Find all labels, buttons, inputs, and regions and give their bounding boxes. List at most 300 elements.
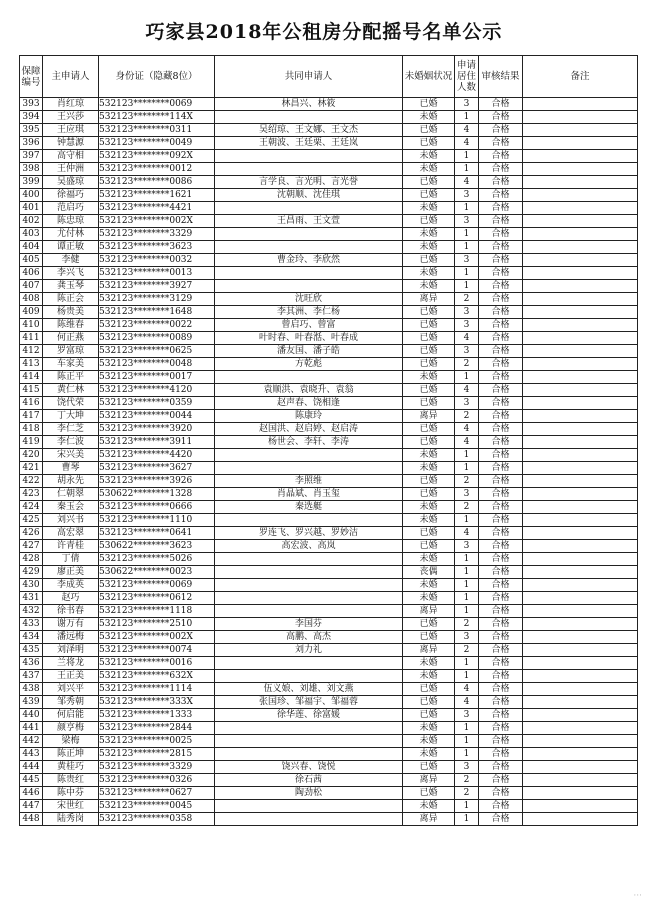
cell-result: 合格: [479, 163, 523, 176]
cell-count: 3: [455, 319, 479, 332]
cell-co-applicant: 李其洲、李仁杨: [215, 306, 403, 319]
cell-id: 532123********3329: [99, 228, 215, 241]
cell-marriage: 已婚: [403, 189, 455, 202]
table-row: [20, 657, 638, 670]
cell-note: [523, 358, 638, 371]
cell-marriage: 未婚: [403, 202, 455, 215]
cell-marriage: 未婚: [403, 800, 455, 813]
cell-id: 532123********092X: [99, 150, 215, 163]
cell-count: 4: [455, 332, 479, 345]
cell-id: 532123********0032: [99, 254, 215, 267]
cell-result: 合格: [479, 735, 523, 748]
table-row: [20, 384, 638, 397]
table-row: [20, 605, 638, 618]
cell-applicant: 谢万有: [43, 618, 99, 631]
cell-co-applicant: [215, 813, 403, 826]
cell-no: 412: [20, 345, 43, 358]
cell-applicant: 何启能: [43, 709, 99, 722]
cell-note: [523, 163, 638, 176]
cell-no: 399: [20, 176, 43, 189]
cell-marriage: 未婚: [403, 670, 455, 683]
cell-note: [523, 657, 638, 670]
cell-co-applicant: 罗连飞、罗兴越、罗妙洁: [215, 527, 403, 540]
cell-count: 1: [455, 150, 479, 163]
cell-id: 532123********0049: [99, 137, 215, 150]
cell-count: 4: [455, 124, 479, 137]
table-row: [20, 111, 638, 124]
table-row: [20, 280, 638, 293]
table-row: [20, 202, 638, 215]
cell-count: 2: [455, 787, 479, 800]
cell-co-applicant: 伍义娘、刘雄、刘文燕: [215, 683, 403, 696]
cell-no: 427: [20, 540, 43, 553]
watermark: ···: [633, 891, 642, 901]
cell-no: 429: [20, 566, 43, 579]
cell-co-applicant: 杨世会、李轩、李涛: [215, 436, 403, 449]
cell-id: 532123********0641: [99, 527, 215, 540]
cell-co-applicant: 高宏波、高岚: [215, 540, 403, 553]
cell-note: [523, 280, 638, 293]
cell-co-applicant: 言学良、言光明、言光誉: [215, 176, 403, 189]
cell-count: 1: [455, 111, 479, 124]
cell-co-applicant: 叶时春、叶春湉、叶春成: [215, 332, 403, 345]
cell-applicant: 龚玉琴: [43, 280, 99, 293]
cell-applicant: 丁大坤: [43, 410, 99, 423]
cell-no: 434: [20, 631, 43, 644]
table-row: [20, 397, 638, 410]
cell-marriage: 已婚: [403, 475, 455, 488]
cell-note: [523, 189, 638, 202]
cell-id: 532123********0326: [99, 774, 215, 787]
cell-id: 532123********3623: [99, 241, 215, 254]
cell-id: 532123********114X: [99, 111, 215, 124]
cell-applicant: 陈正会: [43, 293, 99, 306]
cell-id: 532123********2844: [99, 722, 215, 735]
cell-result: 合格: [479, 345, 523, 358]
header-id: 身份证（隐藏8位）: [99, 56, 215, 98]
cell-no: 423: [20, 488, 43, 501]
cell-applicant: 李兴飞: [43, 267, 99, 280]
table-row: [20, 748, 638, 761]
cell-no: 415: [20, 384, 43, 397]
cell-id: 532123********0045: [99, 800, 215, 813]
cell-marriage: 已婚: [403, 319, 455, 332]
table-row: [20, 722, 638, 735]
cell-note: [523, 540, 638, 553]
cell-note: [523, 150, 638, 163]
cell-co-applicant: [215, 605, 403, 618]
cell-applicant: 高守相: [43, 150, 99, 163]
cell-id: 532123********0048: [99, 358, 215, 371]
cell-co-applicant: 赵声春、饶相逢: [215, 397, 403, 410]
cell-id: 532123********0012: [99, 163, 215, 176]
table-row: [20, 488, 638, 501]
cell-count: 3: [455, 306, 479, 319]
cell-marriage: 已婚: [403, 176, 455, 189]
cell-marriage: 已婚: [403, 397, 455, 410]
cell-applicant: 肖红琼: [43, 98, 99, 111]
cell-co-applicant: 曹金玲、李欣然: [215, 254, 403, 267]
table-row: [20, 306, 638, 319]
cell-id: 532123********0359: [99, 397, 215, 410]
cell-no: 421: [20, 462, 43, 475]
cell-applicant: 王仲洲: [43, 163, 99, 176]
cell-note: [523, 787, 638, 800]
header-marriage: 未婚姻状况: [403, 56, 455, 98]
cell-count: 3: [455, 189, 479, 202]
cell-count: 1: [455, 605, 479, 618]
cell-marriage: 已婚: [403, 98, 455, 111]
cell-count: 1: [455, 371, 479, 384]
cell-result: 合格: [479, 670, 523, 683]
cell-count: 1: [455, 163, 479, 176]
cell-count: 3: [455, 761, 479, 774]
cell-no: 408: [20, 293, 43, 306]
cell-no: 410: [20, 319, 43, 332]
cell-note: [523, 813, 638, 826]
cell-no: 413: [20, 358, 43, 371]
cell-count: 3: [455, 98, 479, 111]
cell-note: [523, 527, 638, 540]
cell-co-applicant: 王朝波、王廷栗、王廷岚: [215, 137, 403, 150]
cell-result: 合格: [479, 618, 523, 631]
cell-no: 401: [20, 202, 43, 215]
cell-result: 合格: [479, 605, 523, 618]
cell-count: 1: [455, 241, 479, 254]
cell-result: 合格: [479, 228, 523, 241]
cell-note: [523, 735, 638, 748]
cell-note: [523, 215, 638, 228]
cell-applicant: 秦玉会: [43, 501, 99, 514]
applicant-table: [19, 55, 638, 826]
cell-note: [523, 319, 638, 332]
table-row: [20, 410, 638, 423]
cell-applicant: 高宏翠: [43, 527, 99, 540]
cell-no: 447: [20, 800, 43, 813]
table-row: [20, 163, 638, 176]
cell-count: 4: [455, 176, 479, 189]
cell-result: 合格: [479, 111, 523, 124]
cell-no: 442: [20, 735, 43, 748]
cell-note: [523, 137, 638, 150]
cell-note: [523, 696, 638, 709]
table-row: [20, 267, 638, 280]
cell-no: 441: [20, 722, 43, 735]
cell-applicant: 刘泽明: [43, 644, 99, 657]
cell-no: 395: [20, 124, 43, 137]
cell-marriage: 未婚: [403, 241, 455, 254]
cell-no: 437: [20, 670, 43, 683]
table-row: [20, 449, 638, 462]
table-row: [20, 683, 638, 696]
cell-no: 438: [20, 683, 43, 696]
cell-count: 2: [455, 501, 479, 514]
cell-applicant: 陈贵红: [43, 774, 99, 787]
cell-id: 532123********3129: [99, 293, 215, 306]
cell-applicant: 刘兴平: [43, 683, 99, 696]
cell-applicant: 仁朝翠: [43, 488, 99, 501]
cell-marriage: 未婚: [403, 501, 455, 514]
cell-no: 407: [20, 280, 43, 293]
cell-note: [523, 397, 638, 410]
cell-result: 合格: [479, 202, 523, 215]
cell-applicant: 陈正平: [43, 371, 99, 384]
cell-applicant: 潘远梅: [43, 631, 99, 644]
cell-no: 409: [20, 306, 43, 319]
cell-no: 445: [20, 774, 43, 787]
header-no: 保障编号: [20, 56, 43, 98]
cell-co-applicant: 潘友国、潘子皓: [215, 345, 403, 358]
cell-marriage: 未婚: [403, 592, 455, 605]
cell-result: 合格: [479, 397, 523, 410]
table-row: [20, 540, 638, 553]
cell-result: 合格: [479, 774, 523, 787]
cell-no: 419: [20, 436, 43, 449]
cell-marriage: 已婚: [403, 384, 455, 397]
cell-result: 合格: [479, 124, 523, 137]
cell-co-applicant: 张国珍、邹福宇、邹福蓉: [215, 696, 403, 709]
table-row: [20, 319, 638, 332]
cell-note: [523, 501, 638, 514]
table-row: [20, 644, 638, 657]
cell-result: 合格: [479, 579, 523, 592]
cell-co-applicant: 徐华莲、徐富媛: [215, 709, 403, 722]
cell-co-applicant: [215, 566, 403, 579]
cell-no: 448: [20, 813, 43, 826]
table-row: [20, 670, 638, 683]
cell-id: 532123********0013: [99, 267, 215, 280]
cell-applicant: 陈中芬: [43, 787, 99, 800]
cell-count: 4: [455, 137, 479, 150]
cell-co-applicant: [215, 592, 403, 605]
cell-result: 合格: [479, 267, 523, 280]
cell-count: 1: [455, 813, 479, 826]
cell-count: 4: [455, 683, 479, 696]
cell-applicant: 王正美: [43, 670, 99, 683]
cell-count: 3: [455, 345, 479, 358]
cell-no: 420: [20, 449, 43, 462]
cell-id: 532123********5026: [99, 553, 215, 566]
cell-no: 422: [20, 475, 43, 488]
cell-result: 合格: [479, 657, 523, 670]
cell-id: 532123********2815: [99, 748, 215, 761]
page-title: 巧家县2018年公租房分配摇号名单公示: [145, 21, 503, 43]
cell-result: 合格: [479, 358, 523, 371]
cell-no: 436: [20, 657, 43, 670]
cell-note: [523, 618, 638, 631]
cell-id: 530622********3623: [99, 540, 215, 553]
cell-no: 403: [20, 228, 43, 241]
cell-id: 532123********0358: [99, 813, 215, 826]
cell-applicant: 杨贵美: [43, 306, 99, 319]
cell-id: 532123********0666: [99, 501, 215, 514]
cell-marriage: 已婚: [403, 358, 455, 371]
cell-count: 1: [455, 566, 479, 579]
cell-marriage: 已婚: [403, 124, 455, 137]
cell-applicant: 兰将龙: [43, 657, 99, 670]
cell-applicant: 宋世红: [43, 800, 99, 813]
cell-id: 532123********002X: [99, 215, 215, 228]
cell-result: 合格: [479, 306, 523, 319]
cell-applicant: 许青桂: [43, 540, 99, 553]
cell-note: [523, 410, 638, 423]
cell-id: 532123********3927: [99, 280, 215, 293]
table-row: [20, 137, 638, 150]
cell-note: [523, 254, 638, 267]
table-row: [20, 293, 638, 306]
cell-no: 432: [20, 605, 43, 618]
cell-note: [523, 345, 638, 358]
cell-no: 428: [20, 553, 43, 566]
cell-applicant: 谭正敏: [43, 241, 99, 254]
header-applicant: 主申请人: [43, 56, 99, 98]
cell-note: [523, 761, 638, 774]
cell-marriage: 离异: [403, 813, 455, 826]
cell-result: 合格: [479, 644, 523, 657]
cell-applicant: 黄桂巧: [43, 761, 99, 774]
table-row: [20, 176, 638, 189]
cell-count: 3: [455, 709, 479, 722]
cell-id: 532123********632X: [99, 670, 215, 683]
cell-no: 440: [20, 709, 43, 722]
cell-co-applicant: 李照维: [215, 475, 403, 488]
cell-co-applicant: [215, 267, 403, 280]
cell-marriage: 已婚: [403, 709, 455, 722]
cell-id: 532123********333X: [99, 696, 215, 709]
cell-no: 439: [20, 696, 43, 709]
cell-result: 合格: [479, 176, 523, 189]
cell-id: 532123********0025: [99, 735, 215, 748]
cell-no: 414: [20, 371, 43, 384]
cell-co-applicant: 沈朝顺、沈佳琪: [215, 189, 403, 202]
table-row: [20, 735, 638, 748]
cell-marriage: 未婚: [403, 163, 455, 176]
cell-applicant: 曹琴: [43, 462, 99, 475]
cell-count: 1: [455, 280, 479, 293]
cell-marriage: 已婚: [403, 345, 455, 358]
cell-applicant: 徐书春: [43, 605, 99, 618]
table-row: [20, 124, 638, 137]
table-row: [20, 345, 638, 358]
table-header-row: [20, 56, 638, 98]
cell-co-applicant: [215, 670, 403, 683]
cell-result: 合格: [479, 475, 523, 488]
header-result: 审核结果: [479, 56, 523, 98]
cell-co-applicant: 王昌雨、王文萱: [215, 215, 403, 228]
cell-applicant: 赵巧: [43, 592, 99, 605]
table-row: [20, 423, 638, 436]
cell-note: [523, 774, 638, 787]
cell-id: 532123********0022: [99, 319, 215, 332]
cell-result: 合格: [479, 384, 523, 397]
cell-note: [523, 267, 638, 280]
cell-applicant: 颜亨梅: [43, 722, 99, 735]
cell-note: [523, 462, 638, 475]
cell-id: 532123********1110: [99, 514, 215, 527]
cell-co-applicant: [215, 371, 403, 384]
cell-note: [523, 579, 638, 592]
cell-co-applicant: [215, 150, 403, 163]
cell-marriage: 已婚: [403, 332, 455, 345]
cell-marriage: 离异: [403, 410, 455, 423]
cell-id: 532123********0044: [99, 410, 215, 423]
cell-id: 532123********0069: [99, 579, 215, 592]
cell-no: 425: [20, 514, 43, 527]
cell-result: 合格: [479, 761, 523, 774]
cell-co-applicant: [215, 800, 403, 813]
cell-count: 1: [455, 735, 479, 748]
cell-count: 1: [455, 462, 479, 475]
cell-applicant: 宋兴美: [43, 449, 99, 462]
cell-co-applicant: [215, 228, 403, 241]
cell-id: 530622********0023: [99, 566, 215, 579]
cell-co-applicant: 赵国洪、赵启婷、赵启涛: [215, 423, 403, 436]
cell-id: 532123********4120: [99, 384, 215, 397]
cell-no: 404: [20, 241, 43, 254]
cell-marriage: 已婚: [403, 761, 455, 774]
cell-result: 合格: [479, 800, 523, 813]
cell-co-applicant: 陈康玲: [215, 410, 403, 423]
cell-note: [523, 670, 638, 683]
cell-result: 合格: [479, 332, 523, 345]
cell-result: 合格: [479, 722, 523, 735]
cell-marriage: 已婚: [403, 787, 455, 800]
cell-no: 424: [20, 501, 43, 514]
cell-id: 532123********3329: [99, 761, 215, 774]
cell-result: 合格: [479, 696, 523, 709]
table-row: [20, 696, 638, 709]
table-row: [20, 813, 638, 826]
cell-applicant: 王兴莎: [43, 111, 99, 124]
table-row: [20, 228, 638, 241]
cell-count: 1: [455, 722, 479, 735]
cell-note: [523, 306, 638, 319]
cell-count: 2: [455, 358, 479, 371]
cell-id: 532123********0311: [99, 124, 215, 137]
cell-result: 合格: [479, 215, 523, 228]
cell-count: 3: [455, 540, 479, 553]
cell-applicant: 陈忠琼: [43, 215, 99, 228]
cell-note: [523, 488, 638, 501]
table-row: [20, 618, 638, 631]
cell-result: 合格: [479, 241, 523, 254]
cell-marriage: 未婚: [403, 462, 455, 475]
cell-note: [523, 176, 638, 189]
cell-note: [523, 631, 638, 644]
cell-co-applicant: 秦选艇: [215, 501, 403, 514]
cell-count: 1: [455, 592, 479, 605]
cell-note: [523, 800, 638, 813]
table-row: [20, 462, 638, 475]
cell-no: 426: [20, 527, 43, 540]
cell-applicant: 陈正坤: [43, 748, 99, 761]
cell-id: 532123********0086: [99, 176, 215, 189]
cell-count: 4: [455, 423, 479, 436]
table-row: [20, 189, 638, 202]
cell-result: 合格: [479, 254, 523, 267]
cell-applicant: 黄仁林: [43, 384, 99, 397]
table-row: [20, 98, 638, 111]
cell-co-applicant: [215, 722, 403, 735]
cell-count: 1: [455, 670, 479, 683]
cell-count: 4: [455, 384, 479, 397]
cell-co-applicant: 饶兴春、饶悦: [215, 761, 403, 774]
cell-applicant: 罗富琼: [43, 345, 99, 358]
header-note: 备注: [523, 56, 638, 98]
cell-no: 435: [20, 644, 43, 657]
cell-marriage: 未婚: [403, 514, 455, 527]
cell-result: 合格: [479, 150, 523, 163]
